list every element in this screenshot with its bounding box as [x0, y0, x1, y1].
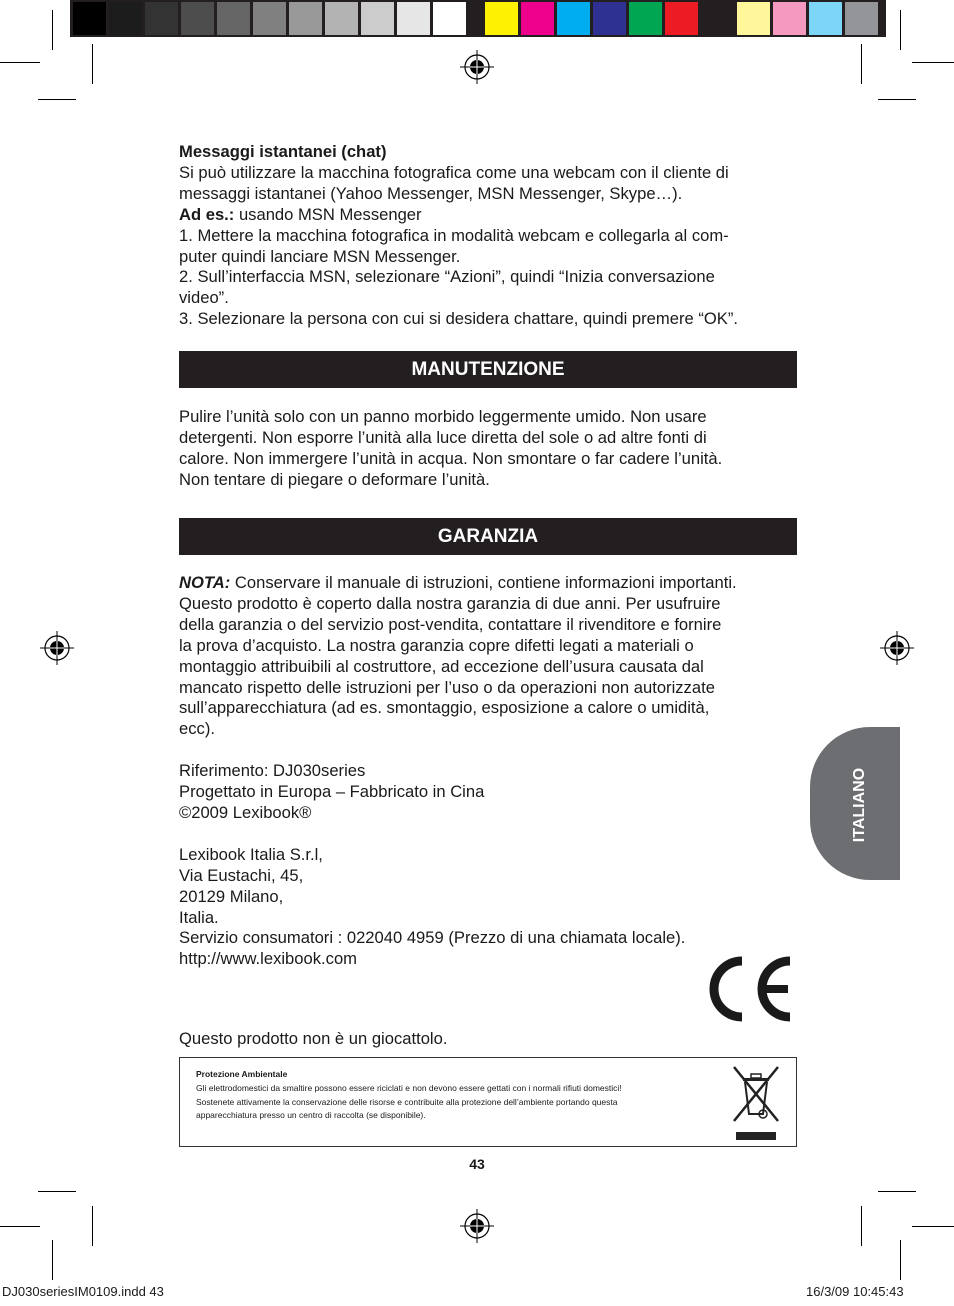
color-swatch: [145, 2, 178, 35]
registration-mark-icon: [40, 631, 74, 665]
color-swatch: [701, 2, 734, 35]
color-swatch: [73, 2, 106, 35]
paragraph-line: montaggio attribuibili al costruttore, ad eccezione dell’usura causata dal: [179, 656, 704, 676]
maintenance-header: MANUTENZIONE: [179, 351, 797, 388]
crop-mark: [38, 99, 76, 100]
crop-mark: [0, 1226, 40, 1227]
color-swatch: [593, 2, 626, 35]
color-swatch: [557, 2, 590, 35]
crop-mark: [878, 1191, 916, 1192]
environment-text: [196, 1082, 696, 1123]
crop-mark: [92, 44, 93, 84]
crop-mark: [912, 62, 954, 63]
footer-file: DJ030seriesIM0109.indd 43: [2, 1284, 164, 1299]
step-line: 3. Selezionare la persona con cui si desidera chattare, quindi premere “OK”.: [179, 309, 738, 329]
step-line: video”.: [179, 288, 229, 308]
crop-mark: [861, 1206, 862, 1246]
page-number: 43: [469, 1156, 485, 1172]
address-line: Lexibook Italia S.r.l,: [179, 844, 323, 864]
note-text: Conservare il manuale di istruzioni, contiene informazioni importanti.: [230, 573, 737, 592]
warranty-section: [179, 573, 799, 970]
example-line: [179, 205, 799, 226]
paragraph-line: calore. Non immergere l’unità in acqua. Non smontare o far cadere l’unità.: [179, 448, 723, 468]
color-swatch: [289, 2, 322, 35]
color-swatch: [737, 2, 770, 35]
registration-mark-icon: [460, 1209, 494, 1243]
crop-mark: [912, 1226, 954, 1227]
paragraph-line: della garanzia o del servizio post-vendita, contattare il rivenditore e fornire: [179, 614, 722, 634]
spacer: [179, 740, 799, 761]
service-line: Servizio consumatori : 022040 4959 (Prezzo di una chiamata locale).: [179, 928, 686, 948]
crop-mark: [92, 1206, 93, 1246]
designed-line: Progettato in Europa – Fabbricato in Cina: [179, 782, 485, 802]
registration-mark-icon: [460, 50, 494, 84]
address-line: 20129 Milano,: [179, 886, 284, 906]
step-line: 1. Mettere la macchina fotografica in modalità webcam e collegarla al com-: [179, 225, 729, 245]
color-swatch: [217, 2, 250, 35]
warranty-header: GARANZIA: [179, 518, 797, 555]
not-toy-line: Questo prodotto non è un giocattolo.: [179, 1029, 448, 1048]
color-swatch: [253, 2, 286, 35]
ce-mark-icon: [696, 953, 798, 1025]
paragraph-line: Pulire l’unità solo con un panno morbido leggermente umido. Non usare: [179, 407, 707, 426]
footer-date: 16/3/09 10:45:43: [806, 1284, 904, 1299]
crossed-bin-icon: [731, 1064, 781, 1142]
crop-mark: [900, 1240, 901, 1280]
environment-title: Protezione Ambientale: [196, 1069, 288, 1079]
website-link[interactable]: http://www.lexibook.com: [179, 949, 357, 969]
color-swatch: [845, 2, 878, 35]
registration-mark-icon: [880, 631, 914, 665]
color-swatch: [629, 2, 662, 35]
paragraph-line: detergenti. Non esporre l’unità alla luce diretta del sole o ad altre fonti di: [179, 427, 707, 447]
crop-mark: [38, 1191, 76, 1192]
paragraph-line: la prova d’acquisto. La nostra garanzia copre difetti legati a materiali o: [179, 635, 694, 655]
step-line: 2. Sull’interfaccia MSN, selezionare “Azioni”, quindi “Inizia conversazione: [179, 267, 715, 287]
color-swatch: [521, 2, 554, 35]
color-swatch: [809, 2, 842, 35]
address-line: Italia.: [179, 907, 219, 927]
step-line: puter quindi lanciare MSN Messenger.: [179, 246, 461, 266]
example-label: Ad es.:: [179, 204, 235, 224]
environment-line: Gli elettrodomestici da smaltire possono essere riciclati e non devono essere gettati con i normali rifiuti domestici!: [196, 1083, 622, 1093]
paragraph-line: ecc).: [179, 719, 215, 739]
color-swatch: [109, 2, 142, 35]
address-line: Via Eustachi, 45,: [179, 865, 304, 885]
paragraph-line: sull’apparecchiatura (ad es. smontaggio, esposizione a calore o umidità,: [179, 698, 710, 718]
reference-line: Riferimento: DJ030series: [179, 761, 366, 781]
color-swatch: [325, 2, 358, 35]
note-line: [179, 573, 799, 594]
color-swatch: [773, 2, 806, 35]
crop-mark: [878, 99, 916, 100]
language-tab-label: ITALIANO: [851, 767, 868, 843]
environment-line: apparecchiatura presso un centro di raccolta (se disponibile).: [196, 1110, 426, 1120]
color-swatch: [665, 2, 698, 35]
spacer: [179, 824, 799, 845]
chat-section: [179, 142, 799, 330]
crop-mark: [52, 10, 53, 50]
paragraph-line: mancato rispetto delle istruzioni per l’uso o da operazioni non autorizzate: [179, 677, 715, 697]
color-swatch: [397, 2, 430, 35]
color-swatch: [433, 2, 466, 35]
color-swatch: [181, 2, 214, 35]
maintenance-section: [179, 407, 799, 491]
chat-heading: Messaggi istantanei (chat): [179, 142, 387, 161]
note-label: NOTA:: [179, 573, 231, 592]
paragraph-line: Questo prodotto è coperto dalla nostra garanzia di due anni. Per usufruire: [179, 593, 721, 613]
environment-box: [179, 1057, 797, 1147]
copyright-line: ©2009 Lexibook®: [179, 802, 312, 822]
paragraph-line: Non tentare di piegare o deformare l’unità.: [179, 469, 490, 489]
environment-line: Sostenete attivamente la conservazione delle risorse e contribuite alla protezione dell’ambiente portando questa: [196, 1096, 618, 1107]
color-swatch: [485, 2, 518, 35]
paragraph-line: messaggi istantanei (Yahoo Messenger, MSN Messenger, Skype…).: [179, 183, 683, 203]
color-swatch: [361, 2, 394, 35]
crop-mark: [861, 44, 862, 84]
paragraph-line: Si può utilizzare la macchina fotografica come una webcam con il cliente di: [179, 162, 729, 182]
crop-mark: [900, 10, 901, 50]
crop-mark: [0, 62, 40, 63]
example-text: usando MSN Messenger: [234, 204, 422, 224]
crop-mark: [52, 1240, 53, 1280]
